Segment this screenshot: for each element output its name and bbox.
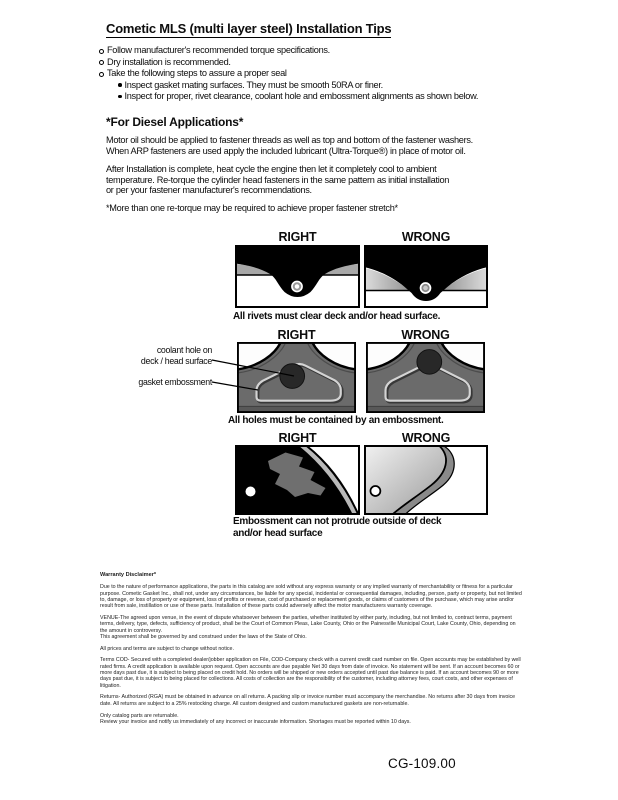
- warranty-paragraph: Returns- Authorized (RGA) must be obtained in advance on all returns. A packing slip or invoice number must accompany the merchandise. No returns after 30 days from invoice date. All returns are subject to a 25% restocking charge. All custom designed and custom manufactured gaskets are non-returnable.: [100, 694, 516, 707]
- right-label: RIGHT: [278, 230, 317, 244]
- tip-text: Take the following steps to assure a proper seal: [107, 68, 287, 79]
- paragraph-line: This agreement shall be governed by and construed under the laws of the State of Ohio.: [100, 633, 307, 640]
- open-bullet-icon: [99, 72, 104, 77]
- tip-text: Follow manufacturer's recommended torque specifications.: [107, 45, 330, 55]
- diesel-heading: *For Diesel Applications*: [106, 115, 244, 129]
- paragraph-line: temperature. Re-torque the cylinder head fasteners in the same pattern as initial installation: [106, 174, 450, 185]
- coolant-hole-label: [108, 345, 212, 366]
- caption-rivets: All rivets must clear deck and/or head surface.: [233, 311, 441, 322]
- open-bullet-icon: [99, 49, 104, 54]
- warranty-disclaimer: [100, 572, 522, 731]
- list-item: [99, 91, 539, 103]
- diagram-rivet-wrong: [364, 245, 488, 308]
- diesel-paragraph: [106, 164, 518, 195]
- caption-line: and/or head surface: [233, 527, 323, 539]
- warranty-paragraph: Terms COD- Secured with a completed dealer/jobber application on File, COD-Company check with a current credit card number on file. Open accounts may be established by well rated firms. A credit application is available upon request. Open accounts are due payable Net 30 days from date of invoice. No statement will be sent. If an account becomes 60 or more days past due, it is subject to being placed on credit hold. No orders will be shipped or new orders accepted until past due balance is paid. If an account becomes 90 or more days past due, it is subject to being placed for collections. All costs of collection are the responsibility of the customer, including attorney fees, court costs, and other expenses of litigation.: [100, 657, 521, 689]
- warranty-heading: Warranty Disclaimer*: [100, 572, 157, 578]
- paragraph-line: Motor oil should be applied to fastener threads as well as top and bottom of the fastener washers.: [106, 135, 473, 146]
- tip-text: Inspect gasket mating surfaces. They must be smooth 50RA or finer.: [124, 79, 383, 90]
- warranty-paragraph: [100, 713, 522, 726]
- warranty-paragraph: Due to the nature of performance applications, the parts in this catalog are sold without any express warranty or any implied warranty of merchantability or fitness for a particular purpose. Cometic Gasket Inc., shall not, under any circumstances, be liable for any special, incidental or consequential damages, including, person, party or property, but not limited to, damage, or loss of property or equipment, loss of profits or revenue, cost of purchased or replacement goods, or claims of customers of the purchase, which may arise and/or result from sale, instillation or use of these parts. Installation of these parts could adversely affect the motor manufacturers warranty coverage.: [100, 584, 522, 610]
- diagram-rivet-right: [235, 245, 360, 308]
- wrong-label: WRONG: [401, 431, 451, 445]
- caption-line: Embossment can not protrude outside of deck: [233, 516, 442, 527]
- paragraph-line: Only catalog parts are returnable.: [100, 712, 179, 719]
- label-line: coolant hole on: [156, 345, 212, 355]
- wrong-label: WRONG: [401, 328, 450, 342]
- tip-text: Dry installation is recommended.: [107, 56, 231, 67]
- caption-embossment: [233, 516, 441, 539]
- open-bullet-icon: [99, 60, 104, 65]
- wrong-label: WRONG: [401, 230, 451, 244]
- caption-holes: All holes must be contained by an embossment.: [228, 415, 444, 426]
- list-item: [99, 80, 539, 92]
- part-number: CG-109.00: [388, 756, 456, 771]
- annotation-leader-lines: [208, 354, 308, 396]
- diesel-paragraph: [106, 135, 518, 156]
- list-item: [99, 57, 539, 69]
- tips-list: [99, 45, 539, 103]
- gasket-embossment-label: gasket embossment: [138, 377, 212, 387]
- right-label: RIGHT: [277, 328, 316, 342]
- right-label: RIGHT: [278, 431, 317, 445]
- page-title: Cometic MLS (multi layer steel) Installation Tips: [106, 21, 392, 36]
- solid-bullet-icon: [118, 95, 122, 99]
- retorque-note: *More than one re-torque may be required to achieve proper fastener stretch*: [106, 203, 398, 214]
- paragraph-line: Review your invoice and notify us immediately of any incorrect or inaccurate information. Shortages must be reported within 10 days.: [100, 718, 411, 725]
- list-item: [99, 45, 539, 57]
- warranty-paragraph: All prices and terms are subject to change without notice.: [100, 645, 234, 652]
- solid-bullet-icon: [118, 83, 122, 87]
- diagram-embossment-wrong: [366, 342, 485, 413]
- list-item: [99, 68, 539, 80]
- paragraph-line: VENUE-The agreed upon venue, in the event of dispute whatsoever between the parties, whether instituted by either party, including, but not limited to, contract terms, payment terms, delivery, type, defects, sufficiency of product, shall be the Court of Common Pleas, Lake County, Ohio or the Painesville Municipal Court, Lake County, Ohio, depending on the amount in controversy.: [100, 614, 516, 634]
- label-line: deck / head surface: [140, 355, 212, 366]
- diagram-deck-right: [235, 445, 360, 515]
- paragraph-line: or per your fastener manufacturer's recommendations.: [106, 185, 312, 196]
- tip-text: Inspect for proper, rivet clearance, coolant hole and embossment alignments as shown below.: [124, 91, 479, 102]
- warranty-paragraph: [100, 615, 522, 640]
- paragraph-line: After Installation is complete, heat cycle the engine then let it completely cool to ambient: [106, 164, 437, 175]
- diagram-deck-wrong: [364, 445, 488, 515]
- paragraph-line: When ARP fasteners are used apply the included lubricant (Ultra-Torque®) in place of motor oil.: [106, 145, 466, 156]
- diesel-section: [106, 117, 518, 222]
